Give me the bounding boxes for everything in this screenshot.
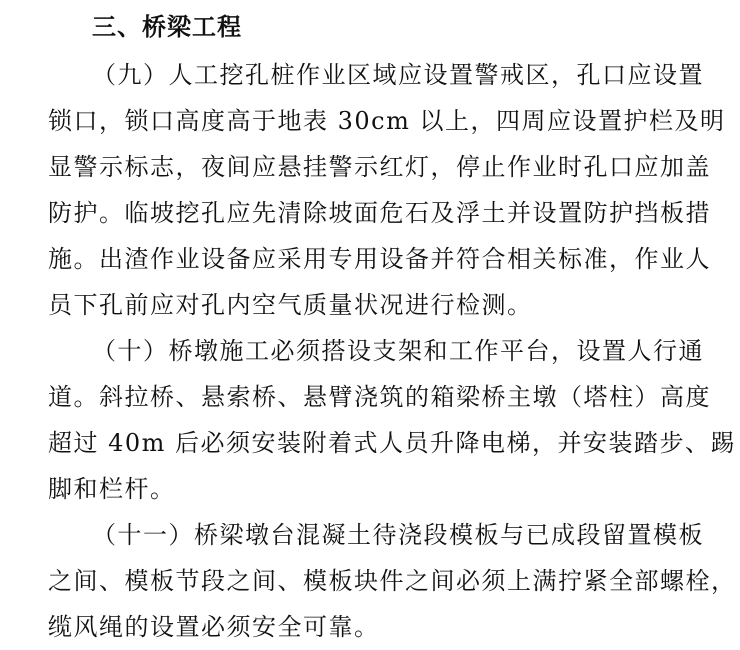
paragraph-9 <box>48 52 726 328</box>
paragraph-line: （十一）桥梁墩台混凝土待浇段模板与已成段留置模板 <box>92 521 704 549</box>
paragraph-line: 施。出渣作业设备应采用专用设备并符合相关标准，作业人 <box>48 245 711 273</box>
paragraph-11 <box>48 512 737 650</box>
paragraph-line: 超过 40m 后必须安装附着式人员升降电梯，并安装踏步、踢 <box>48 429 737 457</box>
paragraph-line: 锁口，锁口高度高于地表 30cm 以上，四周应设置护栏及明 <box>48 107 726 135</box>
paragraph-line: 脚和栏杆。 <box>48 475 176 503</box>
paragraph-10 <box>48 328 737 512</box>
paragraph-line: 显警示标志，夜间应悬挂警示红灯，停止作业时孔口应加盖 <box>48 153 711 181</box>
paragraph-line: 之间、模板节段之间、模板块件之间必须上满拧紧全部螺栓， <box>48 567 737 595</box>
section-heading: 三、桥梁工程 <box>92 13 242 41</box>
paragraph-line: 缆风绳的设置必须安全可靠。 <box>48 613 380 641</box>
paragraph-line: 道。斜拉桥、悬索桥、悬臂浇筑的箱梁桥主墩（塔柱）高度 <box>48 383 711 411</box>
paragraph-line: 防护。临坡挖孔应先清除坡面危石及浮土并设置防护挡板措 <box>48 199 711 227</box>
paragraph-line: 员下孔前应对孔内空气质量状况进行检测。 <box>48 291 533 319</box>
paragraph-line: （十）桥墩施工必须搭设支架和工作平台，设置人行通 <box>92 337 704 365</box>
paragraph-line: （九）人工挖孔桩作业区域应设置警戒区，孔口应设置 <box>92 61 704 89</box>
